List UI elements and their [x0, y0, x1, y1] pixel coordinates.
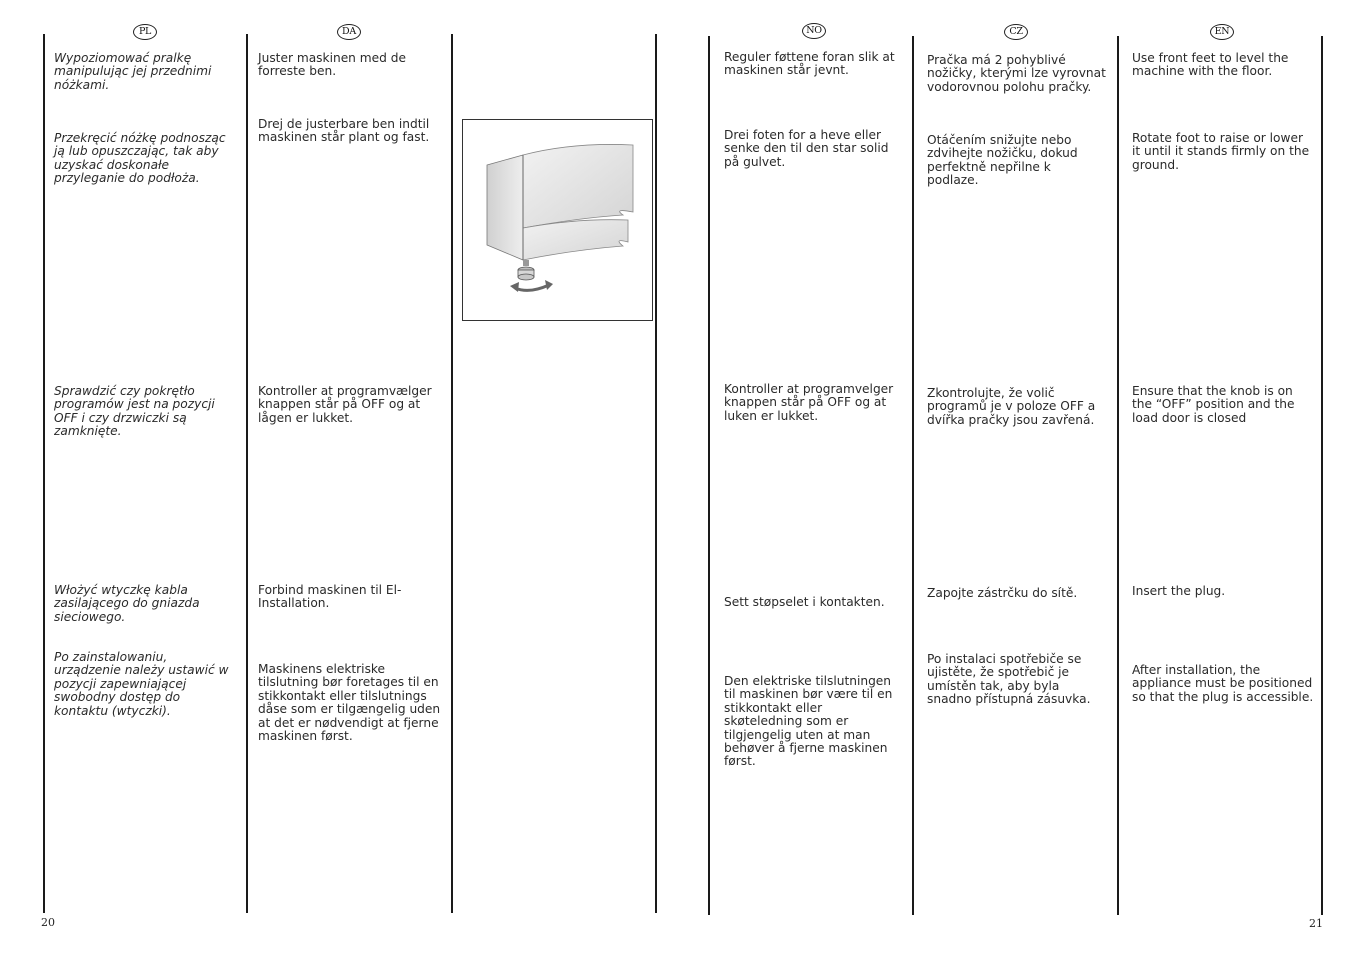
column-rule: [43, 34, 45, 913]
en-text-level-feet: Use front feet to level the machine with the floor.: [1132, 51, 1289, 79]
language-badge-da: DA: [337, 24, 361, 40]
da-text-insert-plug: Forbind maskinen til El-Installation.: [258, 583, 402, 611]
cz-text-rotate-foot: Otáčením snižujte nebo zdvihejte nožičku, dokud perfektně nepřilne k podlaze.: [927, 133, 1078, 188]
en-text-after-install: After installation, the appliance must be positioned so that the plug is accessible.: [1132, 663, 1314, 704]
leveling-foot-illustration: [462, 119, 653, 321]
da-text-check-knob: Kontroller at programvælger knappen står på OFF og at lågen er lukket.: [258, 384, 432, 425]
language-badge-cz: CZ: [1004, 24, 1028, 40]
da-text-rotate-foot: Drej de justerbare ben indtil maskinen står plant og fast.: [258, 117, 430, 145]
washing-machine-foot-drawing: [463, 120, 652, 320]
pl-text-check-knob: Sprawdzić czy pokrętło programów jest na pozycji OFF i czy drzwiczki są zamknięte.: [54, 384, 215, 439]
cz-text-level-feet: Pračka má 2 pohyblivé nožičky, kterými lze vyrovnat vodorovnou polohu pračky.: [927, 53, 1106, 94]
en-text-check-knob: Ensure that the knob is on the “OFF” position and the load door is closed: [1132, 384, 1295, 425]
column-rule: [655, 34, 657, 913]
language-badge-no: NO: [802, 23, 826, 39]
language-badge-en: EN: [1210, 24, 1234, 40]
page-number-left: 20: [41, 916, 55, 929]
no-text-rotate-foot: Drei foten for a heve eller senke den til den star solid på gulvet.: [724, 128, 889, 169]
pl-text-rotate-foot: Przekręcić nóżkę podnosząc ją lub opuszczając, tak aby uzyskać doskonałe przyleganie do podłoża.: [54, 131, 226, 186]
column-rule: [1321, 36, 1323, 915]
language-badge-pl: PL: [133, 24, 157, 40]
pl-text-after-install: Po zainstalowaniu, urządzenie należy ustawić w pozycji zapewniającej swobodny dostęp do kontaktu (wtyczki).: [54, 650, 229, 718]
no-text-insert-plug: Sett støpselet i kontakten.: [724, 595, 885, 609]
no-text-check-knob: Kontroller at programvelger knappen står på OFF og at luken er lukket.: [724, 382, 894, 423]
en-text-insert-plug: Insert the plug.: [1132, 584, 1226, 598]
no-text-after-install: Den elektriske tilslutningen til maskinen bør være til en stikkontakt eller skøteledning som er tilgjengelig uten at man behøver å fjerne maskinen først.: [724, 674, 893, 769]
column-rule: [451, 34, 453, 913]
pl-text-insert-plug: Włożyć wtyczkę kabla zasilającego do gniazda sieciowego.: [54, 583, 200, 624]
da-text-level-feet: Juster maskinen med de forreste ben.: [258, 51, 406, 79]
en-text-rotate-foot: Rotate foot to raise or lower it until it stands firmly on the ground.: [1132, 131, 1310, 172]
cz-text-after-install: Po instalaci spotřebiče se ujistěte, že spotřebič je umístěn tak, aby byla snadno přístupná zásuvka.: [927, 652, 1091, 707]
no-text-level-feet: Reguler føttene foran slik at maskinen står jevnt.: [724, 50, 895, 78]
page-number-right: 21: [1309, 917, 1323, 930]
column-rule: [246, 34, 248, 913]
cz-text-insert-plug: Zapojte zástrčku do sítě.: [927, 586, 1078, 600]
pl-text-level-feet: Wypoziomować pralkę manipulując jej przednimi nóżkami.: [54, 51, 212, 92]
column-rule: [708, 36, 710, 915]
column-rule: [912, 36, 914, 915]
cz-text-check-knob: Zkontrolujte, že volič programů je v poloze OFF a dvířka pračky jsou zavřená.: [927, 386, 1096, 427]
column-rule: [1117, 36, 1119, 915]
da-text-after-install: Maskinens elektriske tilslutning bør foretages til en stikkontakt eller tilslutnings dåse som er tilgængelig uden at det er nødvendigt at fjerne maskinen først.: [258, 662, 441, 744]
